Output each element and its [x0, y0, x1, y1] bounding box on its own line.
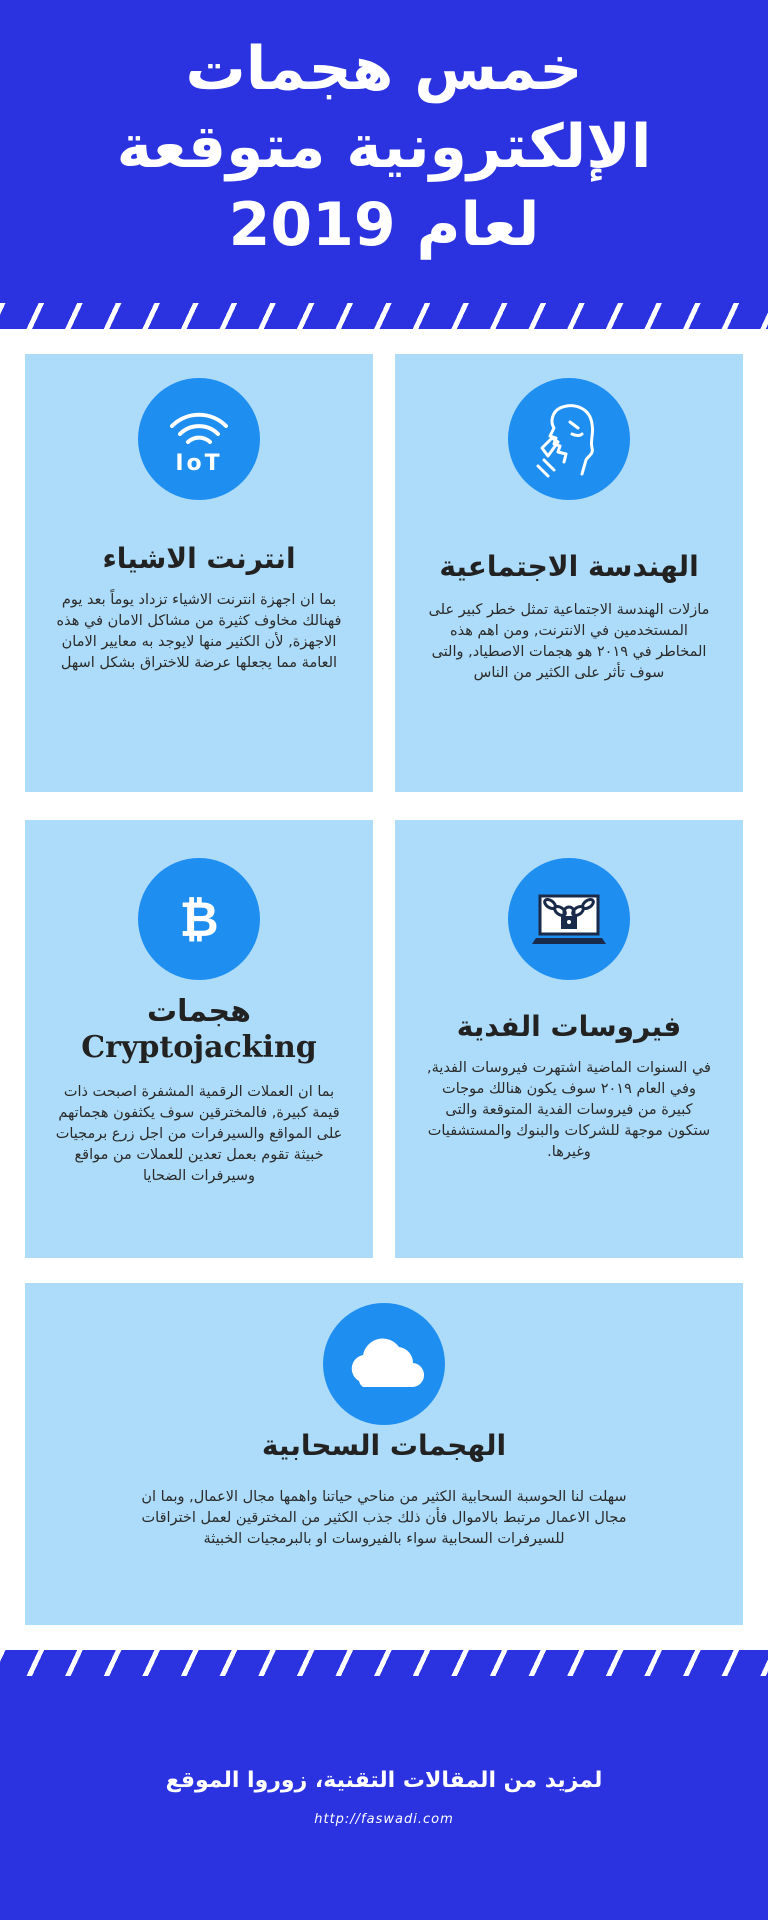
card-body-cryptojacking: بما ان العملات الرقمية المشفرة اصبحت ذات قيمة كبيرة, فالمخترقين سوف يكثفون هجماتهم على المواقع والسيرفرات من اجل زرع برمجيات خبيثة تقوم بعمل تعدين للعملات من مواقع وسيرفرات الضحايا — [55, 1084, 343, 1184]
card-body-ransomware: في السنوات الماضية اشتهرت فيروسات الفدية, وفي العام ٢٠١٩ سوف يكون هنالك موجات كبيرة من فيروسات الفدية المتوقعة والتى ستكون موجهة للشركات والبنوك والمستشفيات وغيرها. — [427, 1060, 711, 1160]
card-title-cryptojacking-ar: هجمات — [147, 994, 251, 1029]
card-social-engineering — [395, 354, 743, 792]
title-line-1: خمس هجمات — [185, 34, 583, 104]
title-line-2: الإلكترونية متوقعة — [116, 112, 652, 182]
card-ransomware — [395, 820, 743, 1258]
card-cryptojacking — [25, 820, 373, 1258]
footer-banner — [0, 1676, 768, 1920]
card-title-cloud-attacks: الهجمات السحابية — [261, 1429, 507, 1462]
card-title-social-engineering: الهندسة الاجتماعية — [439, 550, 699, 583]
card-body-cloud-attacks: سهلت لنا الحوسبة السحابية الكثير من مناحي حياتنا واهمها مجال الاعمال, وبما ان مجال الاعمال مرتبط بالاموال فأن ذلك جذب الكثير من المخترقين لعمل اختراقات للسيرفرات السحابية سواء بالفيروسات او بالبرمجيات الخبيثة — [141, 1489, 627, 1547]
card-title-cryptojacking-en: Cryptojacking — [81, 1030, 317, 1065]
footer-url-link[interactable]: http://faswadi.com — [314, 1812, 454, 1827]
svg-text:IoT: IoT — [175, 451, 223, 476]
bitcoin-icon — [138, 858, 260, 980]
title-line-3: لعام 2019 — [228, 190, 540, 260]
cloud-icon — [323, 1303, 445, 1425]
stripe-divider-top — [0, 303, 768, 329]
stripe-divider-bottom — [0, 1650, 768, 1676]
card-title-cryptojacking — [25, 994, 373, 1066]
card-cloud-attacks — [25, 1283, 743, 1625]
social-engineering-icon — [508, 378, 630, 500]
card-body-social-engineering: مازلات الهندسة الاجتماعية تمثل خطر كبير على المستخدمين في الانترنت, ومن اهم هذه المخاطر في ٢٠١٩ هو هجمات الاصطياد, والتى سوف تأثر على الكثير من الناس — [428, 602, 710, 681]
page-title — [0, 30, 768, 264]
svg-text:₿: ₿ — [179, 892, 219, 948]
card-iot — [25, 354, 373, 792]
iot-wifi-icon — [138, 378, 260, 500]
card-body-iot: بما ان اجهزة انترنت الاشياء تزداد يوماً بعد يوم فهنالك مخاوف كثيرة من مشاكل الامان في هذه الاجهزة, لأن الكثير منها لايوجد به معايير الامان العامة مما يجعلها عرضة للاختراق بشكل اسهل — [56, 592, 342, 671]
footer-cta: لمزيد من المقالات التقنية، زوروا الموقع — [165, 1768, 603, 1793]
card-title-ransomware: فيروسات الفدية — [456, 1010, 682, 1043]
card-title-iot: انترنت الاشياء — [102, 542, 296, 575]
locked-laptop-icon — [508, 858, 630, 980]
